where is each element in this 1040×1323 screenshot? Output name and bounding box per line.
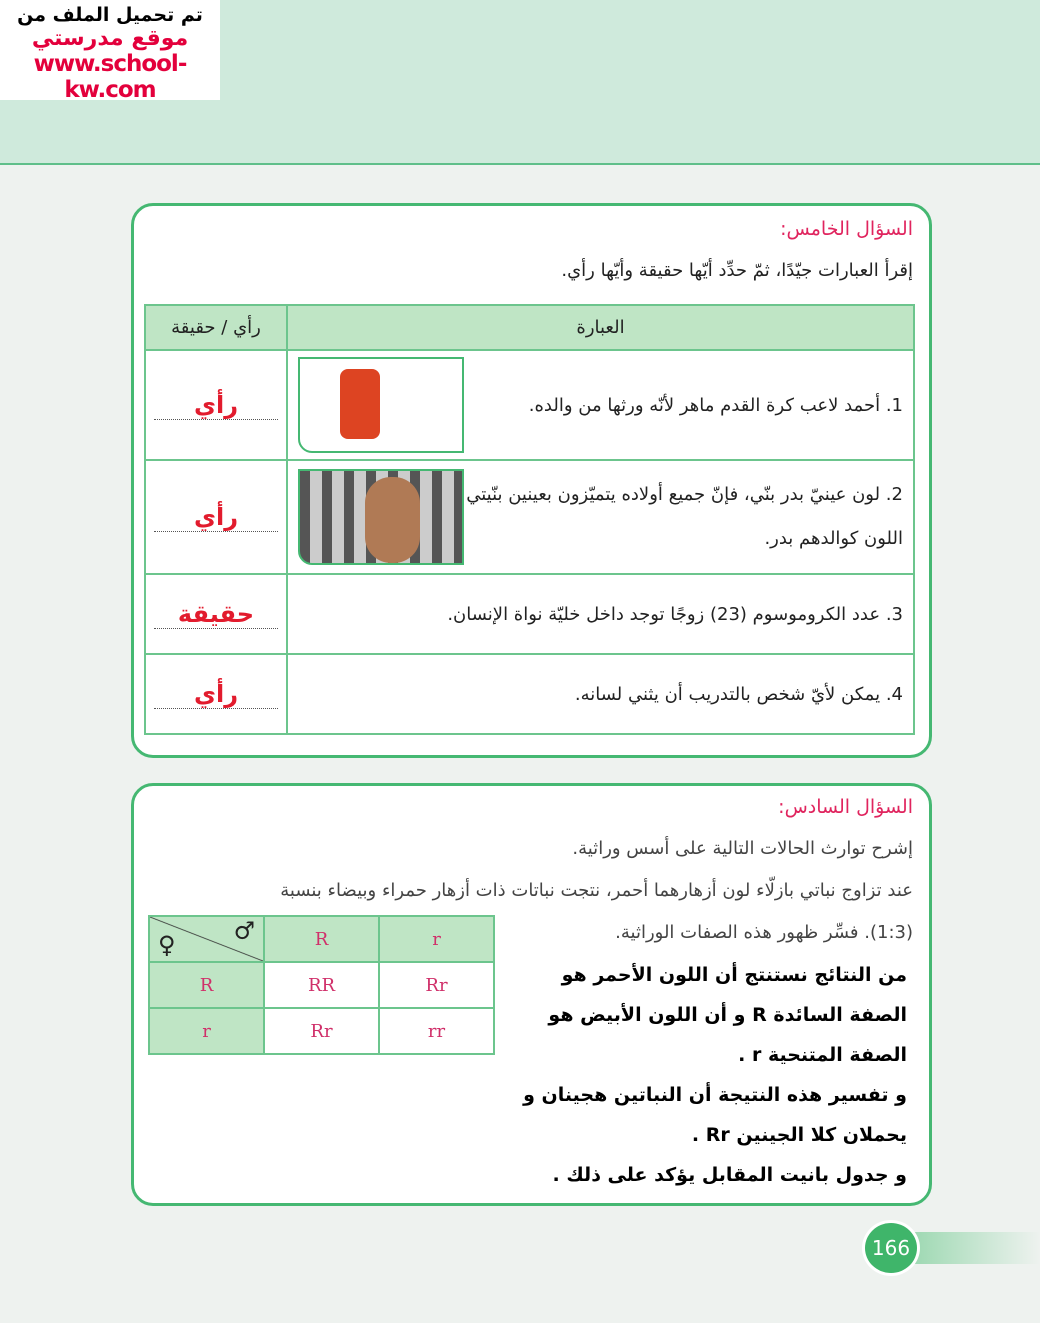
answer-line: يحملان كلا الجينين Rr . <box>691 1124 907 1146</box>
genotype-cell: RR <box>264 962 379 1008</box>
question-5-box <box>131 203 932 758</box>
page-number: 166 <box>862 1220 920 1276</box>
statement: 3. عدد الكروموسوم (23) زوجًا توجد داخل خليّة نواة الإنسان. <box>287 574 914 654</box>
man-portrait-image <box>298 469 464 565</box>
question-text: (1:3). فسِّر ظهور هذه الصفات الوراثية. <box>615 922 913 943</box>
female-symbol: ♀ <box>158 931 176 959</box>
watermark <box>0 0 220 103</box>
answer-line: من النتائج نستنتج أن اللون الأحمر هو <box>561 964 907 986</box>
answer-line: و تفسير هذه النتيجة أن النباتين هجينان و <box>523 1084 907 1106</box>
allele-header: R <box>264 916 379 962</box>
header-statement: العبارة <box>287 305 914 350</box>
allele-header: r <box>149 1008 264 1054</box>
table-row <box>145 460 914 574</box>
genotype-cell: Rr <box>264 1008 379 1054</box>
question-6-box <box>131 783 932 1206</box>
watermark-url: www.school-kw.com <box>33 51 187 103</box>
allele-header: r <box>379 916 494 962</box>
answer-line: الصفة السائدة R و أن اللون الأبيض هو <box>548 1004 907 1026</box>
answer-line: الصفة المتنحية r . <box>738 1044 907 1066</box>
answer: رأي <box>154 503 278 532</box>
question-instruction: إشرح توارث الحالات التالية على أسس وراثية. <box>572 838 913 859</box>
question-title: السؤال الخامس: <box>780 218 913 240</box>
question-title: السؤال السادس: <box>778 796 913 818</box>
header-answer: رأي / حقيقة <box>145 305 287 350</box>
watermark-site: موقع مدرستي <box>31 26 189 51</box>
fact-opinion-table <box>144 304 915 735</box>
genotype-cell: rr <box>379 1008 494 1054</box>
answer: حقيقة <box>154 600 278 629</box>
watermark-line: تم تحميل الملف من <box>17 4 203 26</box>
question-text: عند تزاوج نباتي بازلّاء لون أزهارهما أحمر، نتجت نباتات ذات أزهار حمراء وبيضاء بنسبة <box>280 880 913 901</box>
table-row <box>145 574 914 654</box>
table-row <box>145 654 914 734</box>
statement: 1. أحمد لاعب كرة القدم ماهر لأنّه ورثها من والده. <box>528 394 903 416</box>
answer: رأي <box>154 680 278 709</box>
statement: 2. لون عينيّ بدر بنّي، فإنّ جميع أولاده يتميّزون بعينين بنّيتي اللون كوالدهم بدر. <box>466 484 903 549</box>
genotype-cell: Rr <box>379 962 494 1008</box>
football-player-image <box>298 357 464 453</box>
male-symbol: ♂ <box>233 917 255 945</box>
punnett-square <box>148 915 495 1055</box>
statement: 4. يمكن لأيّ شخص بالتدريب أن يثني لسانه. <box>287 654 914 734</box>
table-row <box>145 350 914 460</box>
answer: رأي <box>154 391 278 420</box>
answer-line: و جدول بانيت المقابل يؤكد على ذلك . <box>552 1164 907 1186</box>
question-instruction: إقرأ العبارات جيّدًا، ثمّ حدِّد أيّها حقيقة وأيّها رأي. <box>561 260 913 281</box>
allele-header: R <box>149 962 264 1008</box>
